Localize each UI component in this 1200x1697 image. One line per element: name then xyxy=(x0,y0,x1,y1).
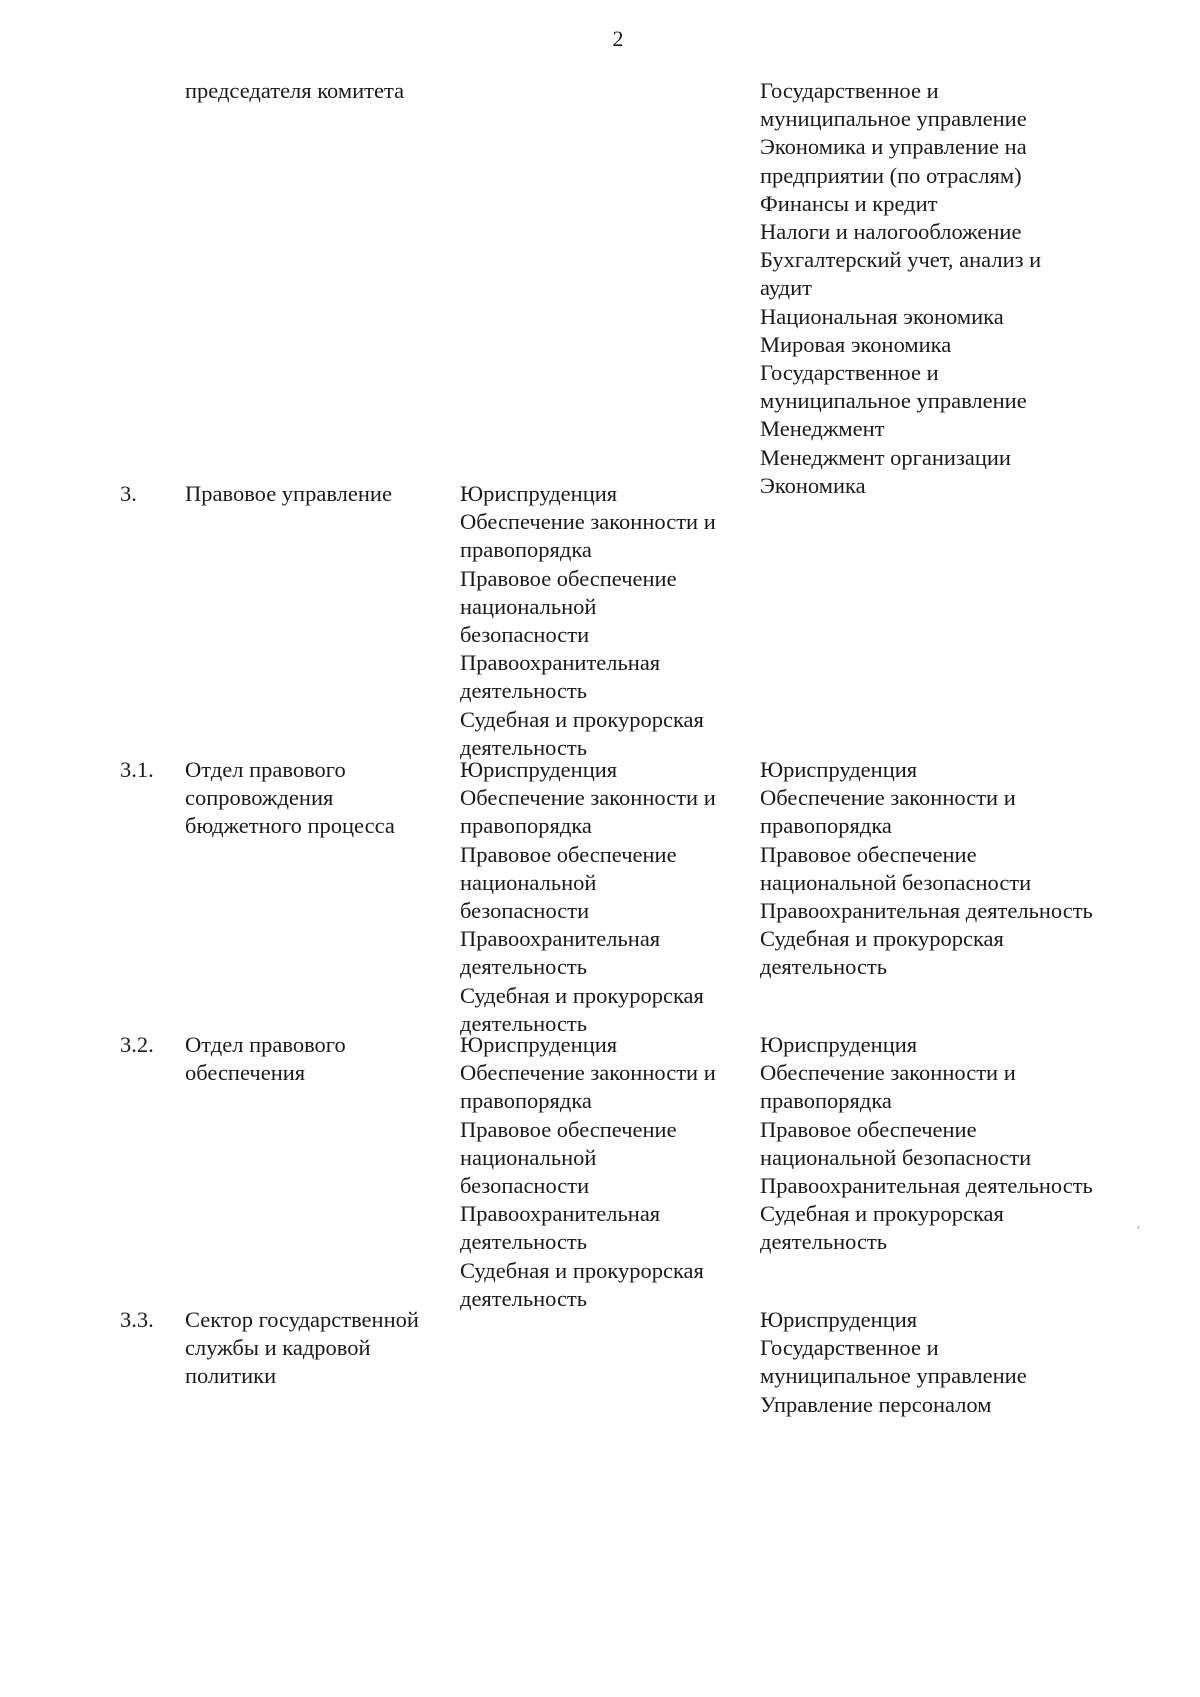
text-line: Обеспечение законности и xyxy=(760,785,1016,811)
text-line: Правоохранительная xyxy=(460,1201,661,1227)
text-line: муниципальное управление xyxy=(760,1363,1027,1389)
text-line: Финансы и кредит xyxy=(760,190,938,216)
specialties-secondary xyxy=(760,77,1160,500)
specialties-primary xyxy=(460,480,760,762)
specialties-secondary xyxy=(760,756,1160,982)
text-line: правопорядка xyxy=(460,537,592,563)
text-line: безопасности xyxy=(460,622,590,648)
text-line: сопровождения xyxy=(185,785,334,811)
text-line: правопорядка xyxy=(460,1088,592,1114)
text-line: Государственное и xyxy=(760,360,939,386)
text-line: Экономика и управление на xyxy=(760,134,1027,160)
text-line: Правовое обеспечение xyxy=(760,1116,977,1142)
text-line: деятельность xyxy=(460,1285,588,1311)
row-number: 3. xyxy=(120,481,137,506)
text-line: Отдел правового xyxy=(185,757,346,782)
text-line: Юриспруденция xyxy=(760,757,918,782)
text-line: муниципальное управление xyxy=(760,106,1027,132)
specialties-secondary xyxy=(760,1306,1160,1419)
text-line: Обеспечение законности и xyxy=(460,785,716,811)
text-line: безопасности xyxy=(460,1173,590,1199)
text-line: Судебная и прокурорская xyxy=(460,706,704,732)
text-line: Правоохранительная xyxy=(460,926,661,952)
position-name xyxy=(185,77,450,105)
text-line: деятельность xyxy=(760,954,888,980)
text-line: правопорядка xyxy=(760,813,892,839)
text-line: Правовое обеспечение xyxy=(760,841,977,867)
text-line: Юриспруденция xyxy=(460,1032,618,1057)
text-line: Управление персоналом xyxy=(760,1391,992,1417)
text-line: деятельность xyxy=(460,954,588,980)
text-line: Правоохранительная xyxy=(460,650,661,676)
text-line: политики xyxy=(185,1363,277,1389)
text-line: Юриспруденция xyxy=(460,481,618,506)
text-line: деятельность xyxy=(460,678,588,704)
text-line: Правовое обеспечение xyxy=(460,565,677,591)
text-line: национальной безопасности xyxy=(760,1144,1032,1170)
text-line: Экономика xyxy=(760,472,866,498)
text-line: аудит xyxy=(760,275,812,301)
text-line: Государственное и xyxy=(760,1335,939,1361)
text-line: национальной безопасности xyxy=(760,869,1032,895)
text-line: Менеджмент организации xyxy=(760,444,1011,470)
text-line: Сектор государственной xyxy=(185,1307,419,1332)
text-line: безопасности xyxy=(460,898,590,924)
text-line: Судебная и прокурорская xyxy=(460,982,704,1008)
position-name xyxy=(185,1031,450,1087)
text-line: Правовое обеспечение xyxy=(460,841,677,867)
text-line: предприятии (по отраслям) xyxy=(760,162,1022,188)
text-line: Обеспечение законности и xyxy=(460,509,716,535)
text-line: бюджетного процесса xyxy=(185,813,395,839)
text-line: Правоохранительная деятельность xyxy=(760,898,1093,924)
text-line: Менеджмент xyxy=(760,416,885,442)
text-line: национальной xyxy=(460,1144,597,1170)
text-line: Юриспруденция xyxy=(460,757,618,782)
text-line: Правовое обеспечение xyxy=(460,1116,677,1142)
text-line: Налоги и налогообложение xyxy=(760,219,1022,245)
text-line: правопорядка xyxy=(460,813,592,839)
text-line: Судебная и прокурорская xyxy=(760,1201,1004,1227)
position-name xyxy=(185,1306,450,1391)
text-line: Правовое управление xyxy=(185,481,392,506)
text-line: Мировая экономика xyxy=(760,331,952,357)
text-line: деятельность xyxy=(760,1229,888,1255)
text-line: национальной xyxy=(460,593,597,619)
scan-speck xyxy=(1137,1226,1140,1229)
text-line: Юриспруденция xyxy=(760,1032,918,1057)
text-line: председателя комитета xyxy=(185,78,405,103)
specialties-primary xyxy=(460,1031,760,1313)
text-line: службы и кадровой xyxy=(185,1335,371,1361)
text-line: Национальная экономика xyxy=(760,303,1004,329)
row-number: 3.1. xyxy=(120,757,154,782)
text-line: Судебная и прокурорская xyxy=(460,1257,704,1283)
text-line: обеспечения xyxy=(185,1060,306,1086)
text-line: Судебная и прокурорская xyxy=(760,926,1004,952)
text-line: деятельность xyxy=(460,1010,588,1036)
text-line: правопорядка xyxy=(760,1088,892,1114)
text-line: Государственное и xyxy=(760,78,939,103)
position-name xyxy=(185,756,450,841)
row-number: 3.3. xyxy=(120,1307,154,1332)
text-line: Бухгалтерский учет, анализ и xyxy=(760,247,1042,273)
text-line: муниципальное управление xyxy=(760,388,1027,414)
text-line: Правоохранительная деятельность xyxy=(760,1173,1093,1199)
row-number: 3.2. xyxy=(120,1032,154,1057)
page-number: 2 xyxy=(612,26,624,51)
text-line: деятельность xyxy=(460,734,588,760)
specialties-primary xyxy=(460,756,760,1038)
specialties-secondary xyxy=(760,1031,1160,1257)
text-line: деятельность xyxy=(460,1229,588,1255)
text-line: Обеспечение законности и xyxy=(460,1060,716,1086)
position-name xyxy=(185,480,450,508)
text-line: национальной xyxy=(460,869,597,895)
text-line: Отдел правового xyxy=(185,1032,346,1057)
text-line: Юриспруденция xyxy=(760,1307,918,1332)
text-line: Обеспечение законности и xyxy=(760,1060,1016,1086)
